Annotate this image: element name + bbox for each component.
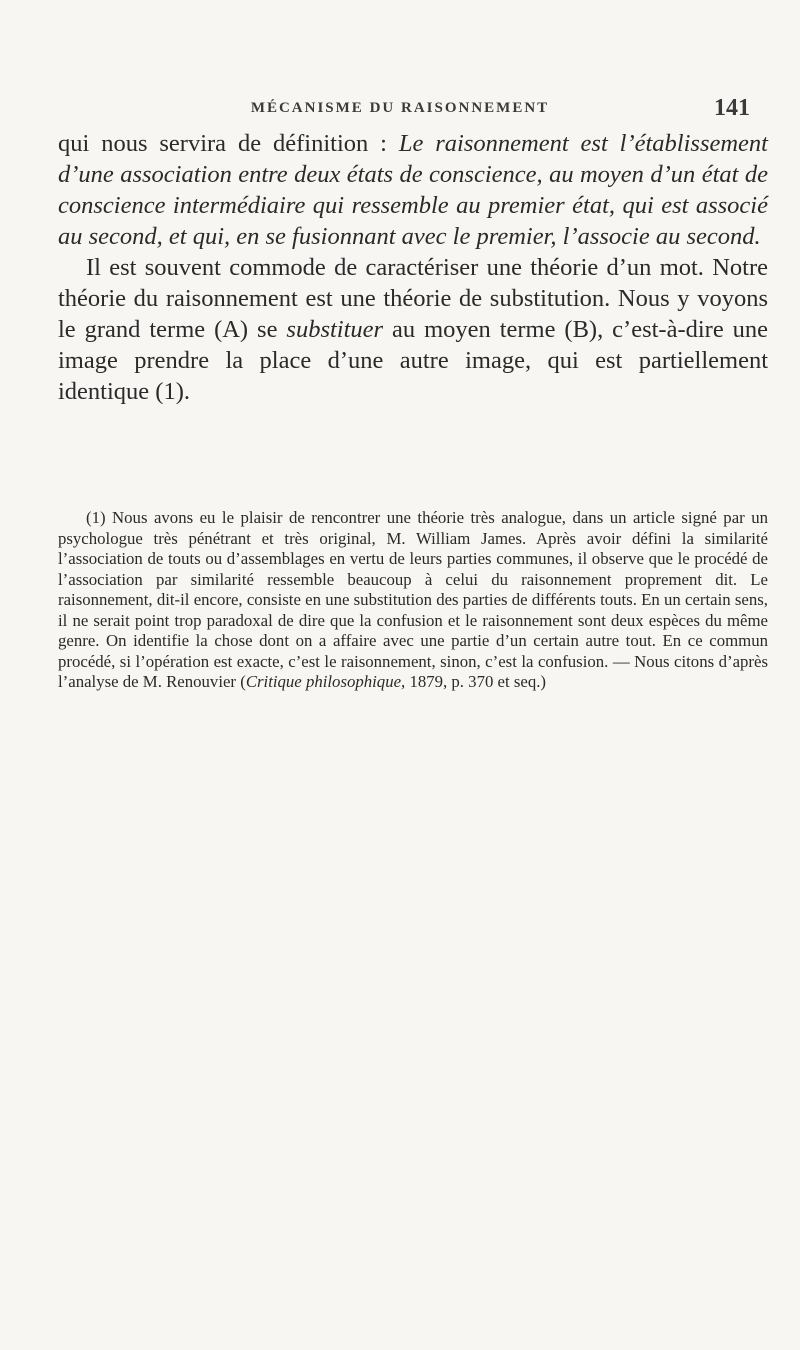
- definition-lead: qui nous servira de définition :: [58, 130, 399, 157]
- substitution-emphasis: substituer: [286, 316, 384, 343]
- running-title: MÉCANISME DU RAISONNEMENT: [250, 100, 550, 116]
- paragraph-substitution: [58, 252, 768, 407]
- substitution-text-end: au moyen terme (B), c’est-à-dire une image prendre la place d’une autre image, qui est partiellement identique (1).: [58, 316, 769, 405]
- main-text: [58, 128, 768, 407]
- paragraph-definition: [58, 128, 768, 252]
- footnote-citation-details: , 1879, p. 370 et seq.): [401, 672, 546, 691]
- footnote: [58, 508, 768, 693]
- substitution-text-start: Il est souvent commode de caractériser une théorie d’un mot. Notre théorie du raisonnement est une théorie de substitution. Nous y voyons le grand terme (A) se: [58, 254, 768, 343]
- definition-italic: Le raisonnement est l’établissement d’une association entre deux états de conscience, au moyen d’un état de conscience intermédiaire qui ressemble au premier état, qui est associé au second, et qui, en se fusionnant avec le premier, l’associe au second.: [58, 130, 768, 250]
- footnote-text: (1) Nous avons eu le plaisir de rencontrer une théorie très analogue, dans un article signé par un psychologue très pénétrant et très original, M. William James. Après avoir défini la similarité l’association de touts ou d’assemblages en vertu de leurs parties communes, il observe que le procédé de l’association par similarité ressemble beaucoup à celui du raisonnement proprement dit. Le raisonnement, dit-il encore, consiste en une substitution des parties de différents touts. En un certain sens, il ne serait point trop paradoxal de dire que la confusion et le raisonnement sont deux espèces du même genre. On identifie la chose dont on a affaire avec une partie d’un certain autre tout. En ce commun procédé, si l’opération est exacte, c’est le raisonnement, sinon, c’est la confusion. — Nous citons d’après l’analyse de M. Renouvier (: [58, 508, 768, 691]
- footnote-citation-title: Critique philosophique: [245, 672, 402, 691]
- page-number: 141: [714, 95, 750, 121]
